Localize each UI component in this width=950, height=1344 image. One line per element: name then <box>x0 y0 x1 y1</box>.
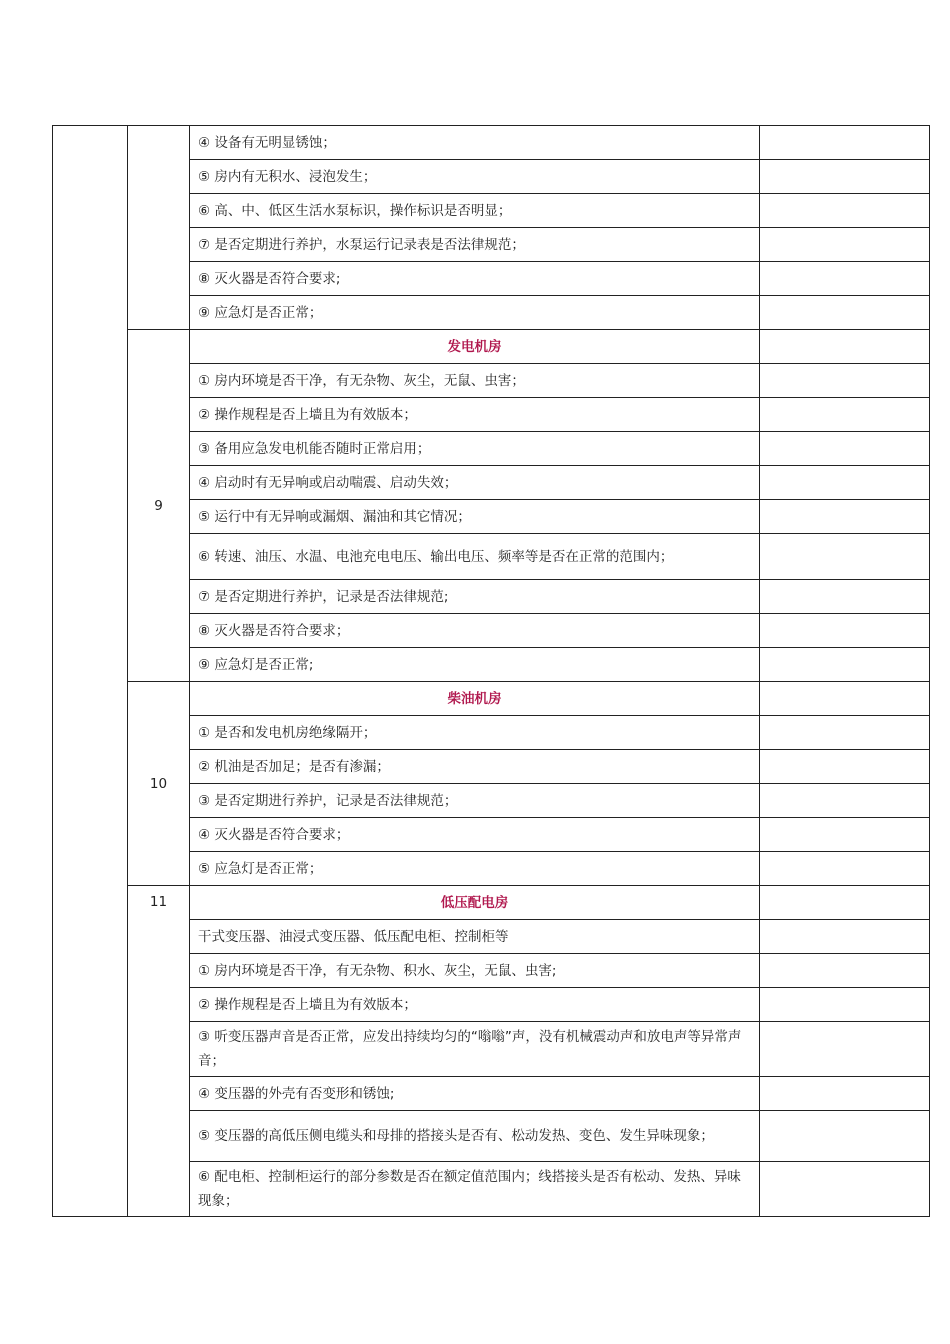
check-item: ⑤ 运行中有无异响或漏烟、漏油和其它情况； <box>190 500 760 534</box>
result-cell <box>760 262 930 296</box>
check-item: ④ 设备有无明显锈蚀； <box>190 126 760 160</box>
table-row <box>53 126 930 160</box>
check-item: ⑥ 转速、油压、水温、电池充电电压、输出电压、频率等是否在正常的范围内； <box>190 534 760 580</box>
check-item: ⑤ 应急灯是否正常； <box>190 852 760 886</box>
check-item: ⑨ 应急灯是否正常； <box>190 296 760 330</box>
check-item: ⑧ 灭火器是否符合要求； <box>190 614 760 648</box>
check-item: ② 操作规程是否上墙且为有效版本； <box>190 398 760 432</box>
check-item: ③ 是否定期进行养护，记录是否法律规范； <box>190 784 760 818</box>
result-cell <box>760 126 930 160</box>
result-cell <box>760 1162 930 1217</box>
check-item: ① 房内环境是否干净，有无杂物、灰尘，无鼠、虫害； <box>190 364 760 398</box>
result-cell <box>760 1077 930 1111</box>
result-cell <box>760 194 930 228</box>
table-row <box>53 330 930 364</box>
result-cell <box>760 716 930 750</box>
check-item: ③ 备用应急发电机能否随时正常启用； <box>190 432 760 466</box>
result-cell <box>760 364 930 398</box>
check-item: ① 是否和发电机房绝缘隔开； <box>190 716 760 750</box>
result-cell <box>760 920 930 954</box>
result-cell <box>760 534 930 580</box>
result-cell <box>760 296 930 330</box>
result-cell <box>760 580 930 614</box>
result-cell <box>760 988 930 1022</box>
result-cell <box>760 160 930 194</box>
result-cell <box>760 500 930 534</box>
check-item: ⑦ 是否定期进行养护，水泵运行记录表是否法律规范； <box>190 228 760 262</box>
check-item: ⑥ 配电柜、控制柜运行的部分参数是否在额定值范围内；线搭接头是否有松动、发热、异味现象； <box>190 1162 760 1217</box>
check-item: ③ 听变压器声音是否正常，应发出持续均匀的“嗡嗡”声，没有机械震动声和放电声等异常声音； <box>190 1022 760 1077</box>
result-cell <box>760 784 930 818</box>
section-title-diesel-room: 柴油机房 <box>190 682 760 716</box>
inspection-checklist-table <box>52 125 930 1217</box>
check-item: ⑦ 是否定期进行养护，记录是否法律规范; <box>190 580 760 614</box>
result-cell <box>760 818 930 852</box>
check-item: ⑥ 高、中、低区生活水泵标识，操作标识是否明显； <box>190 194 760 228</box>
result-cell <box>760 228 930 262</box>
check-item: ① 房内环境是否干净，有无杂物、积水、灰尘，无鼠、虫害; <box>190 954 760 988</box>
section-title-low-voltage-room: 低压配电房 <box>190 886 760 920</box>
check-item: ② 机油是否加足；是否有渗漏； <box>190 750 760 784</box>
section-number-9: 9 <box>128 330 190 682</box>
result-cell <box>760 432 930 466</box>
check-item: ④ 变压器的外壳有否变形和锈蚀; <box>190 1077 760 1111</box>
check-item: ② 操作规程是否上墙且为有效版本； <box>190 988 760 1022</box>
result-cell <box>760 852 930 886</box>
check-item: ⑧ 灭火器是否符合要求; <box>190 262 760 296</box>
check-item: ⑤ 房内有无积水、浸泡发生； <box>190 160 760 194</box>
table-row <box>53 886 930 920</box>
result-cell <box>760 398 930 432</box>
section-title-generator-room: 发电机房 <box>190 330 760 364</box>
result-cell <box>760 466 930 500</box>
result-cell <box>760 682 930 716</box>
check-item: 干式变压器、油浸式变压器、低压配电柜、控制柜等 <box>190 920 760 954</box>
result-cell <box>760 954 930 988</box>
result-cell <box>760 750 930 784</box>
result-cell <box>760 886 930 920</box>
result-cell <box>760 614 930 648</box>
check-item: ④ 启动时有无异响或启动喘震、启动失效； <box>190 466 760 500</box>
table-row <box>53 682 930 716</box>
result-cell <box>760 1111 930 1162</box>
check-item: ⑤ 变压器的高低压侧电缆头和母排的搭接头是否有、松动发热、变色、发生异味现象； <box>190 1111 760 1162</box>
section-number-cell <box>128 126 190 330</box>
result-cell <box>760 330 930 364</box>
category-cell <box>53 126 128 1217</box>
section-number-10: 10 <box>128 682 190 886</box>
section-number-11: 11 <box>128 886 190 1217</box>
result-cell <box>760 648 930 682</box>
check-item: ④ 灭火器是否符合要求； <box>190 818 760 852</box>
result-cell <box>760 1022 930 1077</box>
check-item: ⑨ 应急灯是否正常; <box>190 648 760 682</box>
